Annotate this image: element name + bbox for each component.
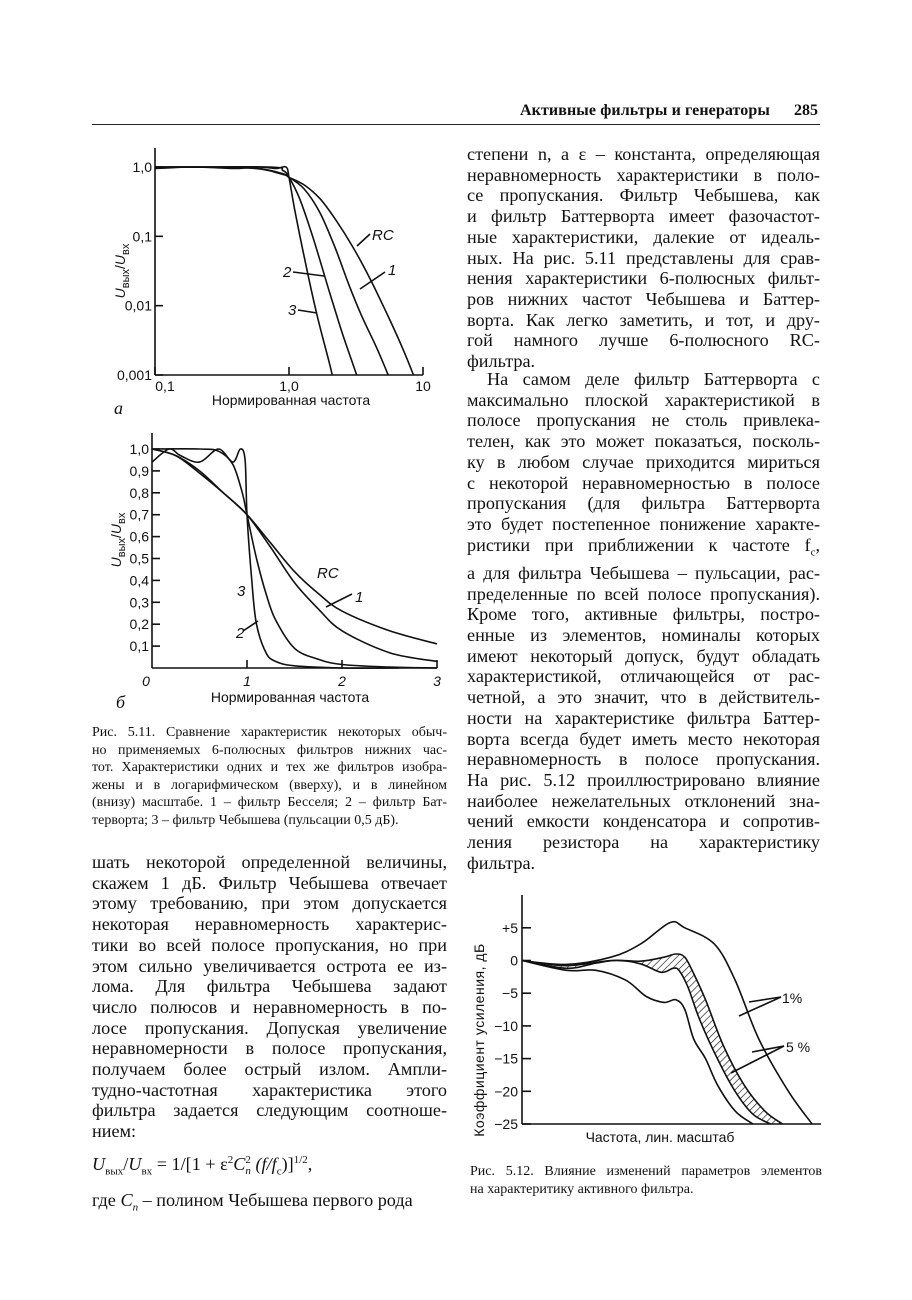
- panel-label-a: а: [114, 398, 123, 418]
- text-line: пропускания (для фильтра Баттерворта: [467, 493, 820, 514]
- text-line: пределенные по всей полосе пропускания).: [467, 583, 820, 604]
- caption-line: тот. Характеристики одних и тех же фильтров изобра-: [92, 760, 447, 775]
- text: ,: [815, 534, 820, 555]
- text-line: гой намного лучше 6-полюсного RC-: [467, 330, 820, 351]
- y-tick-label: 0: [510, 952, 518, 969]
- y-tick-label: 0,7: [129, 506, 149, 523]
- formula-tail: ,: [307, 1153, 313, 1174]
- text-line: фильтра задается следующим соотноше-: [92, 1100, 447, 1121]
- y-tick-label: −15: [494, 1050, 518, 1067]
- text-line: а для фильтра Чебышева – пульсации, рас-: [467, 562, 820, 583]
- formula-sub: c: [276, 1165, 282, 1178]
- text-line: тудно-частотная характеристика этого: [92, 1079, 447, 1100]
- text-line: максимально плоской характеристикой в: [467, 389, 820, 410]
- y-tick-label: 0,001: [116, 367, 152, 383]
- y-tick-label: 1,0: [129, 441, 149, 457]
- text-line: шать некоторой определенной величины,: [92, 852, 447, 872]
- formula-sup: 1/2: [293, 1153, 308, 1166]
- caption-line: терворта; 3 – фильтр Чебышева (пульсации 0,5 дБ).: [92, 812, 399, 828]
- curve-label-2: 2: [283, 264, 292, 281]
- y-tick-label: 0,8: [129, 484, 149, 501]
- x-axis-title: Нормированная частота: [210, 689, 370, 705]
- text-line: лосе пропускания. Допуская увеличение: [92, 1017, 447, 1038]
- text-line: ления резистора на характеристику: [467, 832, 820, 853]
- page-number: 285: [794, 102, 818, 119]
- y-tick-label: 0,01: [124, 297, 152, 314]
- x-tick-label: 2: [338, 673, 346, 689]
- panel-label-b: б: [116, 692, 126, 712]
- x-tick-label: 0,1: [155, 378, 175, 394]
- figure-5-12-caption: [470, 1163, 822, 1198]
- y-tick-label: −5: [502, 985, 518, 1002]
- text-line: тики во всей полосе пропускания, но при: [92, 934, 447, 955]
- text-line: фильтра.: [467, 351, 536, 372]
- x-tick-label: 1,0: [279, 378, 299, 394]
- text-line: некоторая неравномерность характерис-: [92, 914, 447, 935]
- text: – полином Чебышева первого рода: [138, 1190, 413, 1211]
- caption-line: (внизу) масштабе. 1 – фильтр Бесселя; 2 – фильтр Бат-: [92, 795, 447, 810]
- annotation-5pct: 5 %: [786, 1039, 811, 1055]
- formula-U: U: [128, 1153, 142, 1174]
- text-line: число полюсов и неравномерность в по-: [92, 996, 447, 1017]
- text-line: ворта. Как легко заметить, и тот, и дру-: [467, 309, 820, 330]
- caption-line: но применяемых 6-полюсных фильтров нижних час-: [92, 742, 447, 758]
- y-axis-title: $U_{вых}/U_{вх}$: [112, 243, 132, 299]
- formula-sub: вх: [141, 1165, 153, 1178]
- text-line: скажем 1 дБ. Фильтр Чебышева отвечает: [92, 872, 447, 893]
- curve-5--upper: [522, 922, 812, 1124]
- formula-sub: вых: [105, 1165, 124, 1178]
- text-line: фильтра.: [467, 852, 536, 873]
- y-tick-label: 1,0: [132, 159, 152, 175]
- text-line: характеристикой, отличающейся от рас-: [467, 666, 820, 687]
- text: ристики при приближении к частоте f: [467, 534, 811, 555]
- fig-5-12-tolerance-band: [522, 954, 783, 1124]
- text-line: с некоторой неравномерностью в полосе: [467, 472, 820, 493]
- text-line: телен, как это может показаться, посколь-: [467, 431, 820, 452]
- text-line: неравномерности в полосе пропускания,: [92, 1038, 447, 1059]
- formula-close: )]: [281, 1153, 294, 1174]
- caption-line: на характеритику активного фильтра.: [470, 1181, 694, 1197]
- annotation-1pct: 1%: [782, 990, 803, 1006]
- right-column-middle-text: [467, 369, 820, 874]
- x-tick-label: 0: [142, 673, 150, 689]
- leader-line: [731, 1046, 784, 1073]
- y-tick-label: 0,9: [129, 462, 149, 479]
- text-line: чений емкости конденсатора и сопротив-: [467, 811, 820, 832]
- y-tick-label: −20: [494, 1083, 518, 1100]
- text-line: ку в любом случае приходится мириться: [467, 451, 820, 472]
- formula-C: C: [120, 1190, 133, 1211]
- y-tick-label: −10: [494, 1017, 518, 1034]
- x-tick-label: 1: [243, 673, 251, 689]
- caption-line: Рис. 5.12. Влияние изменений параметров элементов: [470, 1164, 822, 1179]
- curve-label-1: 1: [355, 589, 364, 606]
- text-line: ворта всегда будет иметь место некоторая: [467, 728, 820, 749]
- text-line: ные характеристики, далекие от идеаль-: [467, 226, 820, 247]
- figure-5-11-caption: [92, 724, 447, 829]
- text-line: лома. Для фильтра Чебышева задают: [92, 976, 447, 997]
- formula-rhs: = 1/[1 + ε: [152, 1153, 228, 1174]
- text-line: нием:: [92, 1121, 137, 1142]
- text-line-fc: [467, 535, 820, 563]
- text-line: ности на характеристике фильтра Баттер-: [467, 707, 820, 728]
- formula-args: (f/f: [250, 1153, 277, 1174]
- fig-5-12-axes: [471, 895, 821, 1145]
- y-tick-label: −25: [494, 1116, 518, 1132]
- running-head-title: Активные фильтры и генераторы: [520, 102, 770, 119]
- curve-label-1: 1: [388, 262, 397, 279]
- text-line: нения характеристики 6-полюсных фильт-: [467, 268, 820, 289]
- left-column-body-text: [92, 852, 447, 1219]
- text-line: полосе пропускания не столь привлека-: [467, 410, 820, 431]
- text-line: На самом деле фильтр Баттерворта с: [487, 369, 820, 389]
- text-line: енные из элементов, номиналы которых: [467, 625, 820, 646]
- text-line: и фильтр Баттерворта имеет фазочастот-: [467, 206, 820, 227]
- text-line: ров нижних частот Чебышева и Баттер-: [467, 288, 820, 309]
- formula-sub: n: [245, 1164, 251, 1177]
- x-tick-label: 3: [433, 673, 441, 689]
- text-line: степени n, а ε – константа, определяющая: [467, 144, 820, 164]
- y-tick-label: 0,1: [129, 638, 149, 655]
- text-line: се пропускания. Фильтр Чебышева, как: [467, 185, 820, 206]
- y-tick-label: 0,4: [129, 572, 149, 589]
- text-line: этому требованию, при этом допускается: [92, 893, 447, 914]
- y-tick-label: +5: [502, 919, 518, 936]
- text-line: ных. На рис. 5.11 представлены для срав-: [467, 247, 820, 268]
- formula-sub: n: [132, 1201, 139, 1214]
- formula-slash: /: [123, 1153, 129, 1174]
- formula-C: C: [233, 1153, 246, 1174]
- formula-sup: 2: [245, 1153, 251, 1166]
- curve-label-3: 3: [288, 302, 297, 319]
- x-axis-title: Частота, лин. масштаб: [585, 1129, 735, 1145]
- chebyshev-formula: [92, 1150, 447, 1182]
- right-column-top-text: [467, 144, 820, 372]
- text-line: этом сильно увеличивается острота ее из-: [92, 955, 447, 976]
- x-axis-title: Нормированная частота: [211, 392, 371, 408]
- text-line: имеют некоторый допуск, будут обладать: [467, 645, 820, 666]
- text-line: неравномерность в полосе пропускания.: [467, 749, 820, 770]
- y-axis-title: $U_{вых}/U_{вх}$: [108, 512, 128, 568]
- text-line: наиболее нежелательных отклонений зна-: [467, 790, 820, 811]
- formula-U: U: [92, 1153, 106, 1174]
- text-line: получаем более острый излом. Ампли-: [92, 1059, 447, 1080]
- curve-label-2: 2: [236, 625, 245, 642]
- y-tick-label: 0,2: [129, 616, 149, 633]
- tolerance-band-1pct: [522, 954, 783, 1124]
- y-tick-label: 0,6: [129, 528, 149, 545]
- y-tick-label: 0,1: [132, 228, 152, 245]
- y-axis-title: Коэффициент усиления, дБ: [471, 943, 487, 1137]
- curve-1--lower: [522, 960, 771, 1124]
- x-tick-label: 10: [415, 378, 431, 394]
- formula-sup: 2: [227, 1153, 234, 1166]
- y-tick-label: 0,5: [129, 550, 149, 567]
- y-tick-label: 0,3: [129, 594, 149, 611]
- text-line: На рис. 5.12 проиллюстрировано влияние: [467, 770, 820, 790]
- curve-label-RC: RC: [372, 227, 394, 244]
- text-line: Кроме того, активные фильтры, постро-: [467, 604, 820, 625]
- text-line: неравномерность характеристики в поло-: [467, 164, 820, 185]
- curve-label-3: 3: [237, 583, 246, 600]
- caption-line: Рис. 5.11. Сравнение характеристик некоторых обыч-: [92, 725, 447, 740]
- text: где: [92, 1190, 121, 1211]
- text-line: это будет постепенное понижение характе-: [467, 513, 820, 534]
- text-line: четной, а это значит, что в действитель-: [467, 687, 820, 708]
- fc-subscript: c: [810, 546, 816, 559]
- curve-label-RC: RC: [317, 565, 339, 582]
- fig-5-12-curves: [522, 922, 812, 1124]
- text-line-after-formula: [92, 1190, 447, 1218]
- caption-line: жены и в логарифмическом (вверху), и в линейном: [92, 777, 447, 793]
